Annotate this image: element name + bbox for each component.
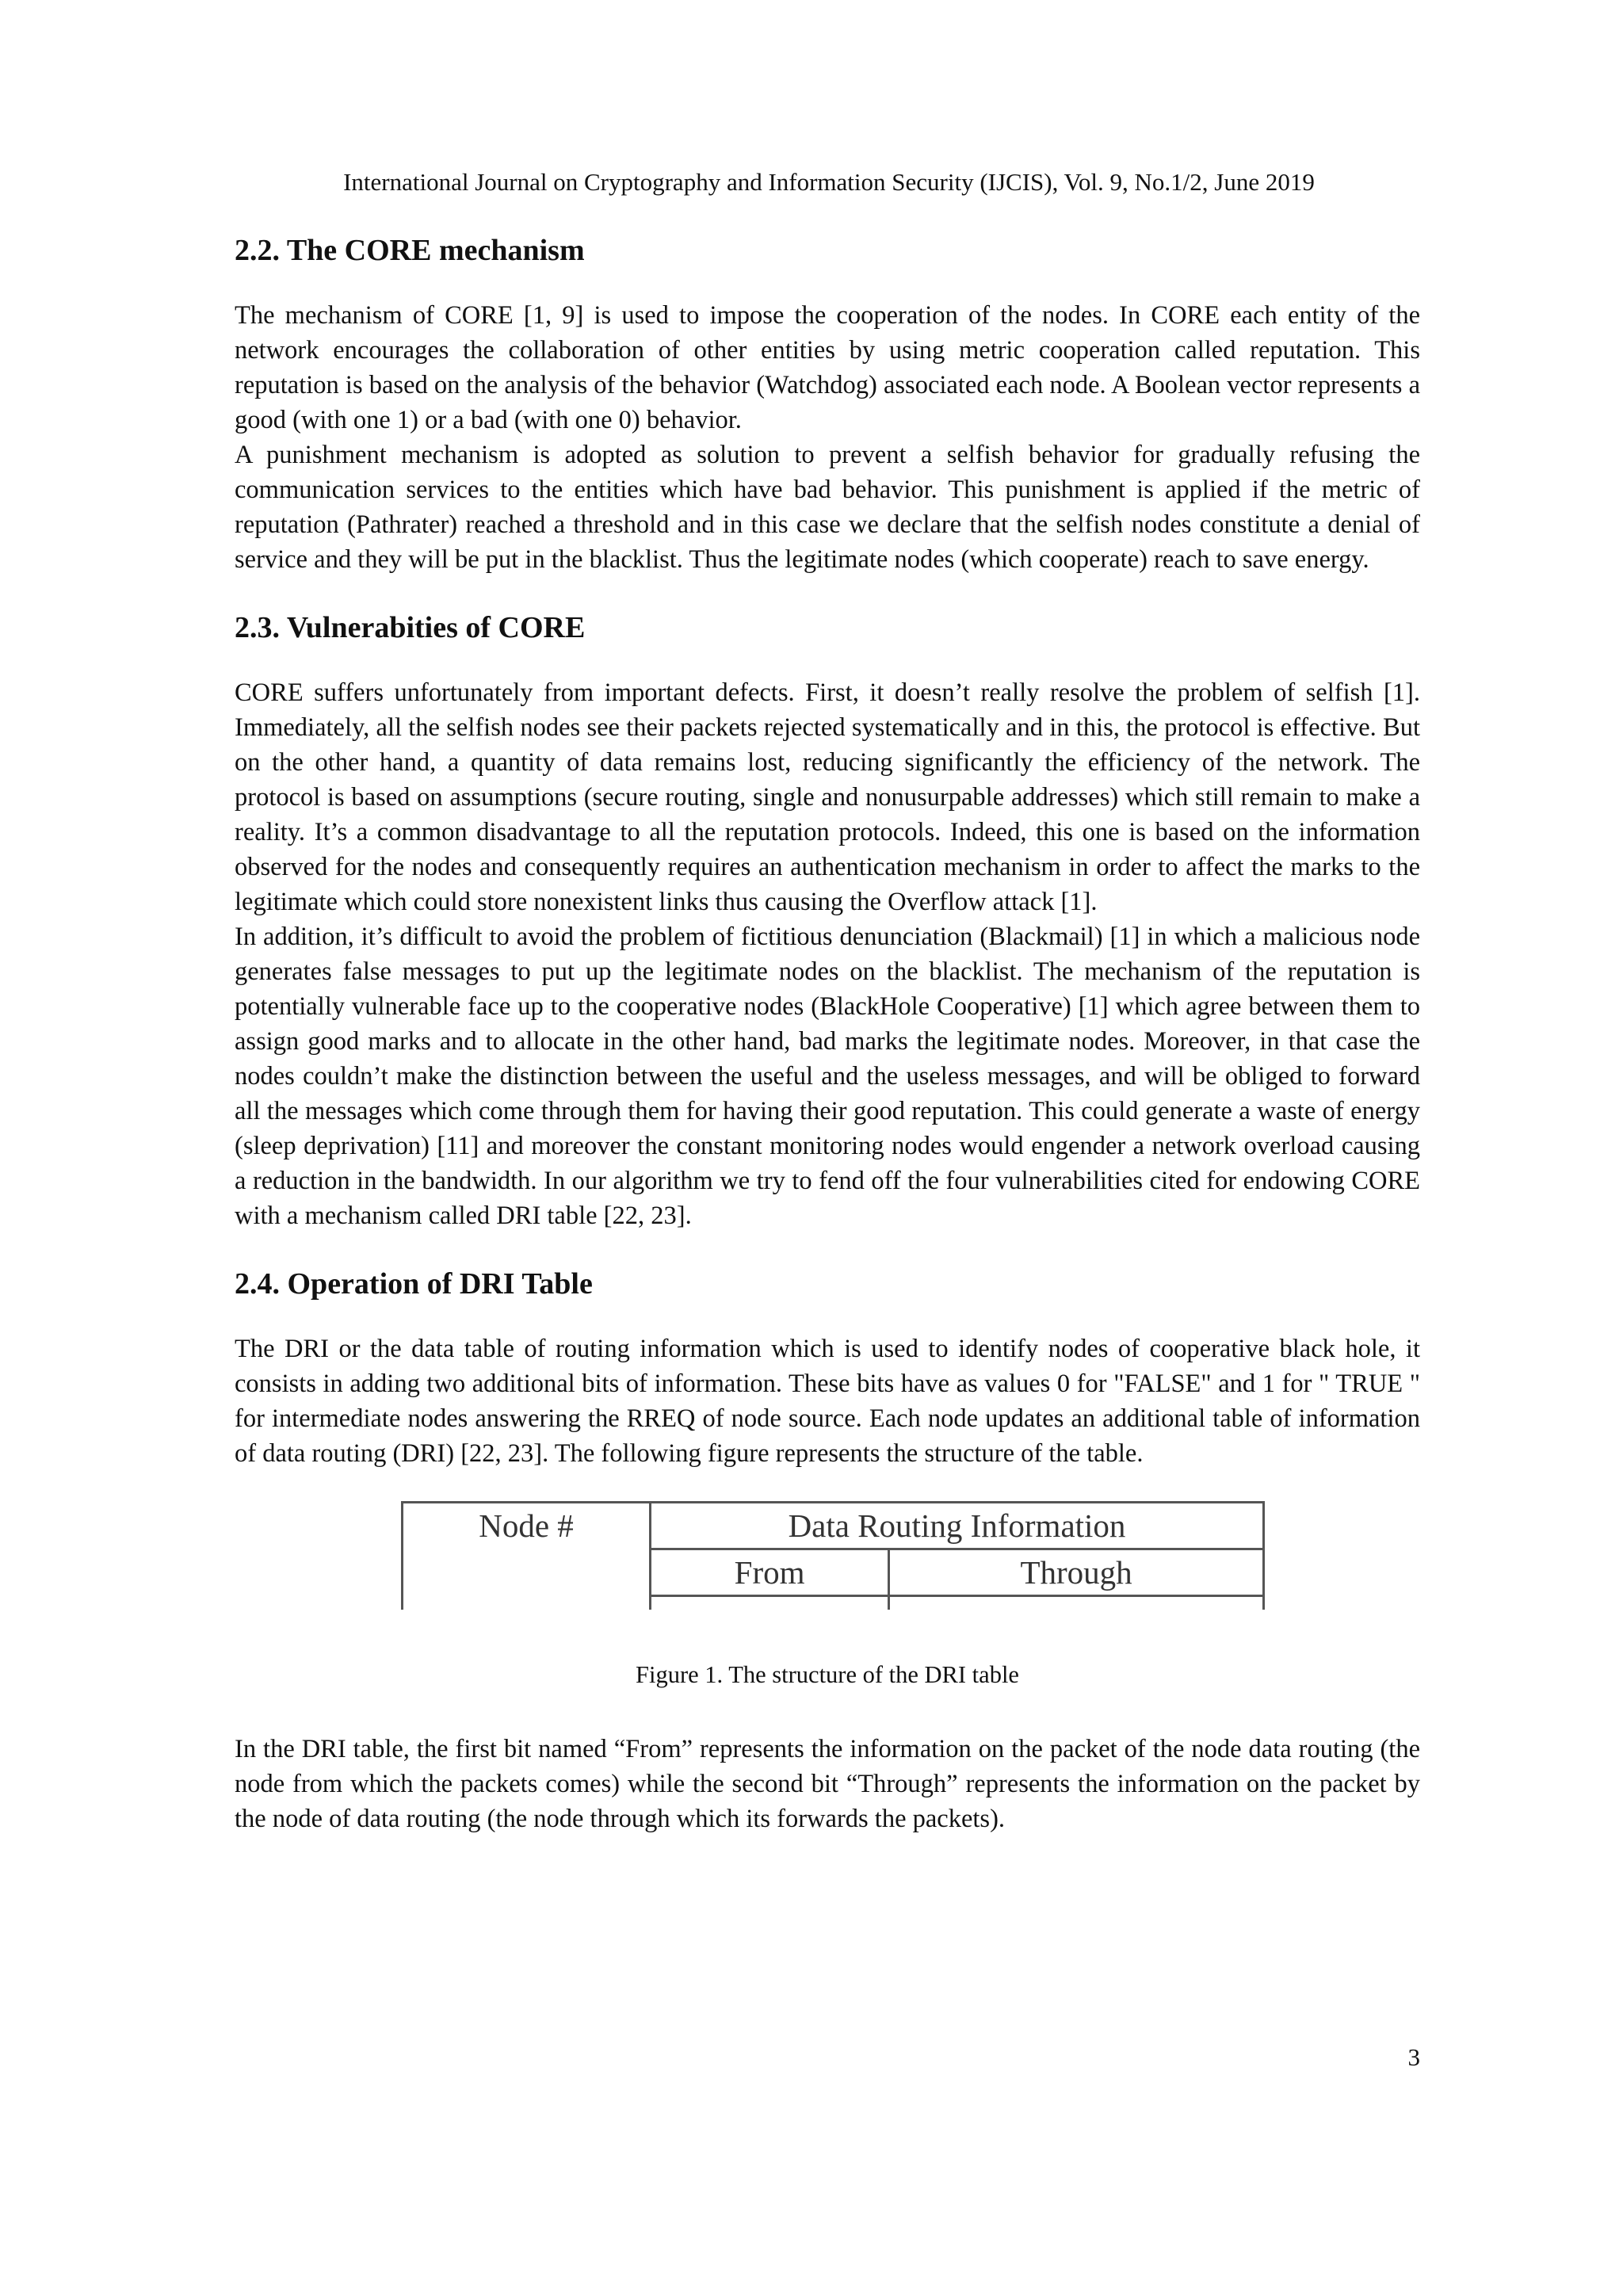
data-routing-header: Data Routing Information: [651, 1503, 1264, 1549]
section-heading: 2.2. The CORE mechanism: [235, 234, 585, 267]
section-dri-operation: [235, 1263, 1420, 1471]
empty-cell: [889, 1596, 1264, 1610]
section-core-mechanism: [235, 230, 1420, 577]
section-heading: 2.4. Operation of DRI Table: [235, 1267, 593, 1301]
paragraph: A punishment mechanism is adopted as solution to prevent a selfish behavior for gradually refusing the communication services to the entities which have bad behavior. This punishment is applied if the metric of reputation (Pathrater) reached a threshold and in this case we declare that the selfish nodes constitute a denial of service and they will be put in the blacklist. Thus the legitimate nodes (which cooperate) reach to save energy.: [235, 441, 1420, 574]
figure-dri-table: [401, 1501, 1265, 1610]
through-column-header: Through: [889, 1549, 1264, 1596]
paragraph: In addition, it’s difficult to avoid the problem of fictitious denunciation (Blackmail) [1] in which a malicious node generates false messages to put up the legitimate nodes on the blacklist. The mechanism of the reputation is potentially vulnerable face up to the cooperative nodes (BlackHole Cooperative) [1] which agree between them to assign good marks and to allocate in the other hand, bad marks the legitimate nodes. Moreover, in that case the nodes couldn’t make the distinction between the useful and the useless messages, and will be obliged to forward all the messages which come through them for having their good reputation. This could generate a waste of energy (sleep deprivation) [11] and moreover the constant monitoring nodes would engender a network overload causing a reduction in the bandwidth. In our algorithm we try to fend off the four vulnerabilities cited for endowing CORE with a mechanism called DRI table [22, 23].: [235, 923, 1420, 1230]
paragraph: In the DRI table, the first bit named “From” represents the information on the packet of the node data routing (the node from which the packets comes) while the second bit “Through” represents the information on the packet by the node of data routing (the node through which its forwards the packets).: [235, 1735, 1420, 1833]
paragraph: The DRI or the data table of routing information which is used to identify nodes of cooperative black hole, it consists in adding two additional bits of information. These bits have as values 0 for "FALSE" and 1 for " TRUE " for intermediate nodes answering the RREQ of node source. Each node updates an additional table of information of data routing (DRI) [22, 23]. The following figure represents the structure of the table.: [235, 1335, 1420, 1468]
dri-structure-table: [401, 1501, 1265, 1610]
running-header: International Journal on Cryptography and Information Security (IJCIS), Vol. 9, No.1/2, June 2019: [343, 168, 1315, 196]
paragraph: The mechanism of CORE [1, 9] is used to impose the cooperation of the nodes. In CORE each entity of the network encourages the collaboration of other entities by using metric cooperation called reputation. This reputation is based on the analysis of the behavior (Watchdog) associated each node. A Boolean vector represents a good (with one 1) or a bad (with one 0) behavior.: [235, 301, 1420, 434]
empty-cell: [403, 1596, 651, 1610]
figure-caption: Figure 1. The structure of the DRI table: [636, 1661, 1019, 1688]
page-number: 3: [1407, 2043, 1420, 2071]
node-column-header: Node #: [403, 1503, 651, 1596]
empty-cell: [651, 1596, 889, 1610]
from-column-header: From: [651, 1549, 889, 1596]
section-vulnerabilities: [235, 607, 1420, 1233]
section-heading: 2.3. Vulnerabities of CORE: [235, 611, 586, 644]
main-content: [235, 230, 1420, 1836]
paragraph: CORE suffers unfortunately from important defects. First, it doesn’t really resolve the problem of selfish [1]. Immediately, all the selfish nodes see their packets rejected systematically and in this, the protocol is effective. But on the other hand, a quantity of data remains lost, reducing significantly the efficiency of the network. The protocol is based on assumptions (secure routing, single and nonusurpable addresses) which still remain to make a reality. It’s a common disadvantage to all the reputation protocols. Indeed, this one is based on the information observed for the nodes and consequently requires an authentication mechanism in order to affect the marks to the legitimate which could store nonexistent links thus causing the Overflow attack [1].: [235, 678, 1420, 916]
